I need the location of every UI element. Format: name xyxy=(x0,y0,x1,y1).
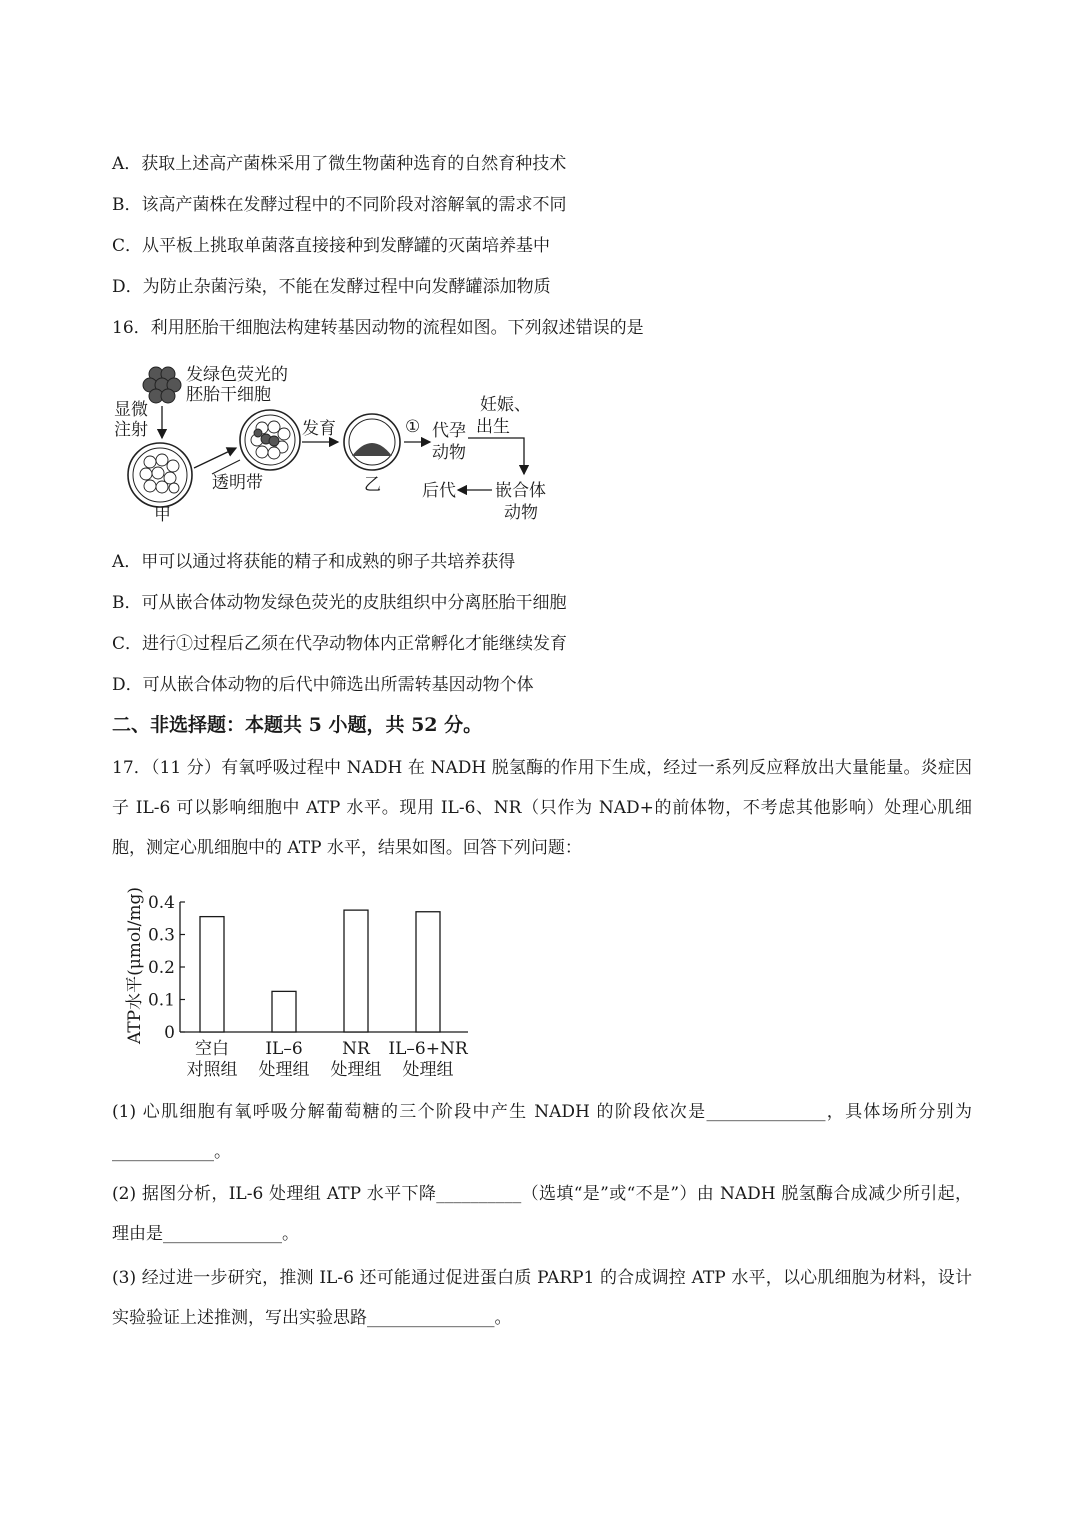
q15-option-c: C．从平板上挑取单菌落直接接种到发酵罐的灭菌培养基中 xyxy=(112,236,551,256)
pregnancy-arrow xyxy=(468,438,524,474)
x-tick-label: 处理组 xyxy=(402,1060,454,1080)
q17-intro: 17．（11 分）有氧呼吸过程中 NADH 在 NADH 脱氢酶的作用下生成，经过一系列反应释放出大量能量。炎症因子 IL-6 可以影响细胞中 ATP 水平。现用 IL-6、NR（只作为 NAD+的前体物，不考虑其他影响）处理心肌细胞，测定心肌细胞中的 ATP 水平，结果如图。回答下列问题： xyxy=(112,758,972,858)
x-tick-label: NR xyxy=(342,1039,370,1059)
jia-label: 甲 xyxy=(154,505,171,525)
bar xyxy=(344,910,368,1032)
yi-label: 乙 xyxy=(364,475,381,495)
q17-sub3: (3) 经过进一步研究，推测 IL-6 还可能通过促进蛋白质 PARP1 的合成调控 ATP 水平，以心肌细胞为材料，设计实验验证上述推测，写出实验思路_______________。 xyxy=(112,1268,972,1328)
chimera-label-1: 嵌合体 xyxy=(495,481,546,501)
x-tick-label: 处理组 xyxy=(258,1060,310,1080)
q16-option-d: D．可从嵌合体动物的后代中筛选出所需转基因动物个体 xyxy=(112,675,534,695)
q16-stem: 16．利用胚胎干细胞法构建转基因动物的流程如图。下列叙述错误的是 xyxy=(112,318,644,338)
q17-sub1: (1) 心肌细胞有氧呼吸分解葡萄糖的三个阶段中产生 NADH 的阶段依次是______________，具体场所分别为____________。 xyxy=(112,1102,972,1162)
microinject-label-1: 显微 xyxy=(114,400,148,420)
q16-option-c: C．进行①过程后乙须在代孕动物体内正常孵化才能继续发育 xyxy=(112,634,568,654)
es-cells-label-2: 胚胎干细胞 xyxy=(186,385,271,405)
q16-option-a: A．甲可以通过将获能的精子和成熟的卵子共培养获得 xyxy=(112,552,516,572)
es-cell-cluster-icon xyxy=(143,367,181,403)
injected-embryo-icon xyxy=(240,410,300,470)
y-tick-label: 0.4 xyxy=(147,893,175,913)
x-tick-label: 空白 xyxy=(195,1039,229,1059)
embryo-flow-diagram xyxy=(112,360,572,525)
x-tick-label: 对照组 xyxy=(186,1060,238,1080)
y-tick-label: 0.1 xyxy=(147,990,175,1011)
bar xyxy=(200,917,224,1032)
es-cells-label-1: 发绿色荧光的 xyxy=(186,365,288,385)
develop-label: 发育 xyxy=(302,419,336,439)
offspring-label: 后代 xyxy=(422,481,456,501)
atp-chart-svg xyxy=(112,880,482,1080)
q17-sub2: (2) 据图分析，IL-6 处理组 ATP 水平下降__________（选填“是”或“不是”）由 NADH 脱氢酶合成减少所引起，理由是______________。 xyxy=(112,1184,972,1244)
blastocyst-yi-icon xyxy=(344,414,400,470)
step1-label: ① xyxy=(405,417,421,437)
microinject-label-2: 注射 xyxy=(114,420,148,440)
x-tick-label: IL–6+NR xyxy=(388,1039,468,1059)
zona-label: 透明带 xyxy=(212,473,263,493)
x-tick-label: 处理组 xyxy=(330,1060,382,1080)
embryo-jia-icon xyxy=(128,443,192,507)
y-tick-label: 0.3 xyxy=(147,925,175,946)
surrogate-label-2: 动物 xyxy=(432,443,466,463)
embryo-flow-svg xyxy=(112,360,572,525)
surrogate-label-1: 代孕 xyxy=(432,421,466,441)
pregnancy-label-2: 出生 xyxy=(476,417,510,437)
q16-option-b: B．可从嵌合体动物发绿色荧光的皮肤组织中分离胚胎干细胞 xyxy=(112,593,567,613)
q15-option-d: D．为防止杂菌污染，不能在发酵过程中向发酵罐添加物质 xyxy=(112,277,551,297)
pregnancy-label-1: 妊娠、 xyxy=(480,395,531,415)
y-tick-label: 0.2 xyxy=(147,958,175,978)
chimera-label-2: 动物 xyxy=(504,503,538,523)
bar xyxy=(272,991,296,1032)
y-tick-label: 0 xyxy=(164,1023,175,1043)
y-axis-label: ATP水平(μmol/mg) xyxy=(125,887,145,1044)
q15-option-b: B．该高产菌株在发酵过程中的不同阶段对溶解氧的需求不同 xyxy=(112,195,567,215)
x-tick-label: IL–6 xyxy=(265,1039,303,1059)
q15-option-a: A．获取上述高产菌株采用了微生物菌种选育的自然育种技术 xyxy=(112,154,567,174)
zona-pointer xyxy=(212,460,240,474)
bar xyxy=(416,912,440,1032)
atp-bar-chart xyxy=(112,880,482,1080)
section2-heading: 二、非选择题：本题共 5 小题，共 52 分。 xyxy=(112,714,483,736)
